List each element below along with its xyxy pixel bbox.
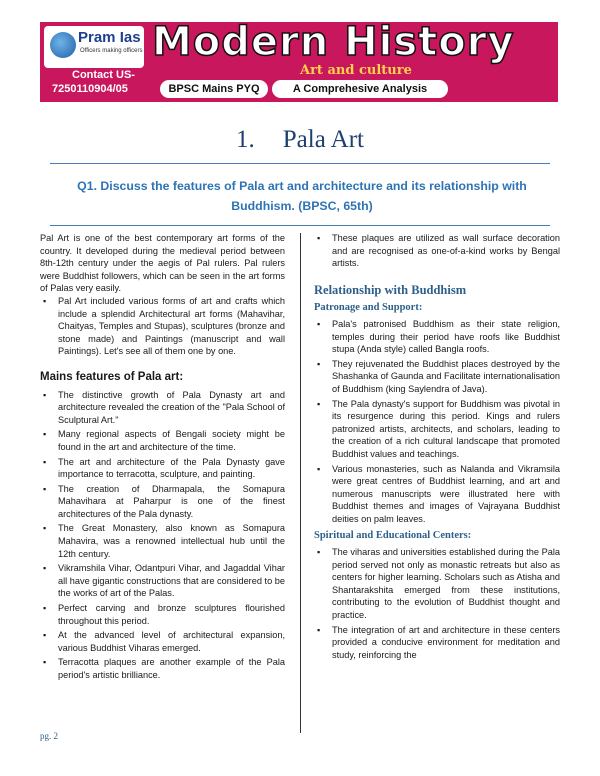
list-item: ▪ The integration of art and architecture in these centers provided a conducive environment for meditation and study, reinforcing the	[314, 624, 560, 662]
intro-paragraph: Pal Art is one of the best contemporary art forms of the country. It developed during the medieval period between 8th-12th century under the aegis of Pal rulers. Pal rulers were Buddhist followers, which can be seen in the art forms of Palas very easily.	[40, 233, 285, 294]
divider-top	[50, 163, 550, 164]
list-item: ▪ At the advanced level of architectural expansion, various Buddhist Viharas emerged.	[40, 629, 285, 654]
logo-name: Pram Ias	[78, 29, 141, 46]
pill-analysis: A Comprehesive Analysis	[272, 80, 448, 98]
list-item: ▪ Vikramshila Vihar, Odantpuri Vihar, and Jagaddal Vihar all have gigantic constructions that are considered to be the works of art of the Palas.	[40, 562, 285, 600]
features-list	[40, 389, 285, 682]
logo-tagline: Officers making officers	[80, 48, 143, 54]
patronage-list	[314, 318, 560, 526]
column-divider	[300, 233, 301, 733]
list-item: ▪ The Great Monastery, also known as Somapura Mahavira, was a renowned intellectual hub until the 12th century.	[40, 522, 285, 560]
logo	[44, 26, 144, 68]
features-heading: Mains features of Pala art:	[40, 370, 184, 383]
list-item: ▪ Pal Art included various forms of art and crafts which include a splendid Architectural art forms (Mahavihar, Chaityas, Temples and Stupas), sculptures (bronze and stone made) and Paintings (manuscript and wall Paintings). Let's see all of them one by one.	[40, 295, 285, 358]
list-item: ▪ The creation of Dharmapala, the Somapura Mahavihara at Paharpur is one of the finest architectures of the Pala dynasty.	[40, 483, 285, 521]
pill-pyq: BPSC Mains PYQ	[160, 80, 268, 98]
list-item: ▪ Perfect carving and bronze sculptures flourished throughout this period.	[40, 602, 285, 627]
list-item: ▪ The distinctive growth of Pala Dynasty art and architecture revealed the creation of the "Pala School of Sculptural Art."	[40, 389, 285, 427]
list-item: ▪ The viharas and universities established during the Pala period served not only as monastic retreats but also as centers for higher learning. Scholars such as Atisha and Shantarakshita emerged from these institutions, contributing to the evolution of Buddhist thought and practice.	[314, 546, 560, 622]
right-column	[314, 232, 560, 663]
banner-subtitle: Art and culture	[300, 63, 412, 78]
centers-list	[314, 546, 560, 661]
list-item: ▪ Many regional aspects of Bengali society might be found in the art and architecture of the time.	[40, 428, 285, 453]
chapter-title	[0, 126, 600, 154]
list-item: ▪ They rejuvenated the Buddhist places destroyed by the Shashanka of Gaunda and Facilitate internationalisation of Buddhism (king Saylendra of Java).	[314, 358, 560, 396]
page-number: pg. 2	[40, 731, 58, 741]
left-column	[40, 232, 285, 684]
intro-list	[40, 295, 285, 358]
list-item: ▪ The Pala dynasty's support for Buddhism was pivotal in its resurgence during this period. Kings and rulers patronized artists, architects, and scholars, leading to the creation of a rich cultural landscape that promoted Buddhist values and teachings.	[314, 398, 560, 461]
list-item: ▪ Terracotta plaques are another example of the Pala period's artistic brilliance.	[40, 656, 285, 681]
contact-label: Contact US-	[72, 69, 135, 81]
list-item: ▪ These plaques are utilized as wall surface decoration and are recognised as one-of-a-kind works by Bengal artists.	[314, 232, 560, 270]
chapter-number: 1.	[236, 126, 255, 153]
plaques-list	[314, 232, 560, 270]
relationship-heading: Relationship with Buddhism	[314, 282, 467, 297]
patronage-heading: Patronage and Support:	[314, 302, 423, 314]
centers-heading: Spiritual and Educational Centers:	[314, 530, 472, 542]
globe-icon	[50, 32, 76, 58]
banner-title: Modern History	[152, 19, 515, 65]
list-item: ▪ Pala's patronised Buddhism as their state religion, temples during their period have roofs like Buddhist stupa (Anda style) called Bangla roofs.	[314, 318, 560, 356]
question-heading: Q1. Discuss the features of Pala art and architecture and its relationship with Buddhism. (BPSC, 65th)	[77, 179, 527, 213]
list-item: ▪ Various monasteries, such as Nalanda and Vikramsila were great centres of Buddhist learning, and art and numerous manuscripts were illustrated here with Buddhist themes and images of Vajrayana Buddhist deities on palm leaves.	[314, 463, 560, 526]
list-item: ▪ The art and architecture of the Pala Dynasty gave importance to terracotta, sculpture, and painting.	[40, 456, 285, 481]
chapter-name: Pala Art	[282, 126, 364, 153]
contact-phone: 7250110904/05	[52, 83, 128, 95]
divider-bottom	[50, 225, 550, 226]
